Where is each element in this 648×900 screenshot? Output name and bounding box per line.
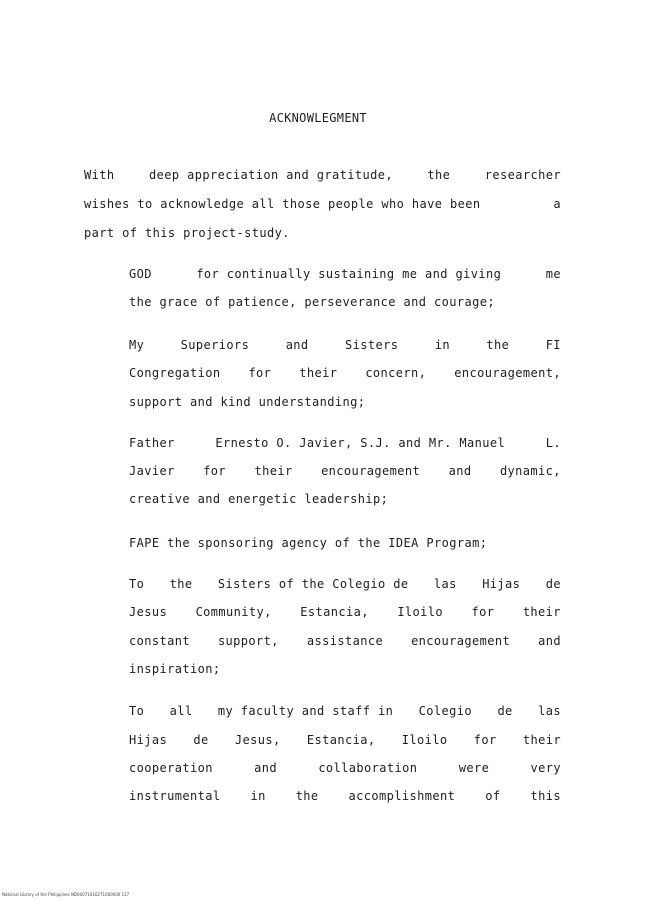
word: assistance [306, 634, 384, 648]
word: Father [129, 436, 175, 450]
word: Iloilo [401, 733, 448, 747]
item-faculty-line-1 [129, 704, 561, 718]
word: Iloilo [397, 605, 444, 619]
item-sisters-line-2 [129, 605, 561, 619]
word: the [169, 577, 193, 591]
word: the [427, 168, 451, 182]
word: Jesus [129, 605, 168, 619]
word: their [254, 464, 293, 478]
word: for [473, 733, 497, 747]
archive-footer: National Library of the Philippines ND00071016271000000 117 [2, 892, 130, 897]
word: FI [545, 338, 561, 352]
item-sisters-line-3 [129, 634, 561, 648]
word: deep appreciation and gratitude, [148, 168, 393, 182]
word: me [545, 267, 561, 281]
item-sisters-line-4: inspiration; [129, 662, 221, 676]
item-faculty-line-4 [129, 789, 561, 803]
word: in [250, 789, 266, 803]
word: and [254, 761, 278, 775]
item-sisters-line-1 [129, 577, 561, 591]
word: Hijas [482, 577, 521, 591]
item-god-line-1 [129, 267, 561, 281]
item-god-line-2: the grace of patience, perseverance and courage; [129, 295, 495, 309]
word: dynamic, [499, 464, 561, 478]
item-superiors-line-3: support and kind understanding; [129, 395, 366, 409]
word: the [486, 338, 510, 352]
word: and [285, 338, 309, 352]
word: Estancia, [300, 605, 369, 619]
word: of [485, 789, 501, 803]
intro-line-1 [84, 168, 561, 182]
word: My [129, 338, 145, 352]
word: their [522, 733, 561, 747]
word: Sisters of the Colegio de [217, 577, 409, 591]
word: To [129, 704, 145, 718]
item-faculty-line-2 [129, 733, 561, 747]
word: encouragement, [454, 366, 561, 380]
item-father-line-2 [129, 464, 561, 478]
word: Estancia, [306, 733, 376, 747]
word: Hijas [129, 733, 168, 747]
word: for continually sustaining me and giving [196, 267, 502, 281]
item-faculty-line-3 [129, 761, 561, 775]
word: were [458, 761, 490, 775]
word: Colegio [418, 704, 473, 718]
item-father-line-3: creative and energetic leadership; [129, 492, 389, 506]
word: Jesus, [234, 733, 281, 747]
word: for [203, 464, 227, 478]
word: very [530, 761, 561, 775]
word: Sisters [344, 338, 399, 352]
word: Superiors [180, 338, 250, 352]
word: encouragement [321, 464, 421, 478]
intro-line-2 [84, 197, 561, 211]
word: de [497, 704, 513, 718]
word: GOD [129, 267, 152, 281]
word: their [299, 366, 338, 380]
word: and [448, 464, 472, 478]
word: wishes to acknowledge all those people who have been [84, 197, 481, 211]
word: L. [545, 436, 561, 450]
word: and [538, 634, 561, 648]
word: To [129, 577, 145, 591]
word: the [295, 789, 319, 803]
word: this [530, 789, 561, 803]
item-superiors-line-1 [129, 338, 561, 352]
word: las [538, 704, 561, 718]
word: Ernesto O. Javier, S.J. and Mr. Manuel [215, 436, 506, 450]
word: Community, [195, 605, 272, 619]
word: cooperation [129, 761, 213, 775]
word: for [248, 366, 272, 380]
word: collaboration [318, 761, 418, 775]
word: researcher [484, 168, 561, 182]
word: their [522, 605, 561, 619]
word: instrumental [129, 789, 221, 803]
item-fape-line-1: FAPE the sponsoring agency of the IDEA Program; [129, 536, 488, 550]
word: Congregation [129, 366, 221, 380]
word: all [169, 704, 193, 718]
item-father-line-1 [129, 436, 561, 450]
word: las [433, 577, 457, 591]
word: my faculty and staff in [217, 704, 394, 718]
intro-line-3: part of this project-study. [84, 226, 290, 240]
word: a [553, 197, 561, 211]
word: concern, [365, 366, 427, 380]
word: for [471, 605, 495, 619]
word: With [84, 168, 115, 182]
word: in [434, 338, 450, 352]
word: Javier [129, 464, 175, 478]
word: de [193, 733, 209, 747]
page-title: ACKNOWLEGMENT [269, 111, 367, 125]
word: de [545, 577, 561, 591]
word: accomplishment [348, 789, 456, 803]
word: support, [217, 634, 279, 648]
item-superiors-line-2 [129, 366, 561, 380]
word: encouragement [411, 634, 511, 648]
word: constant [129, 634, 190, 648]
